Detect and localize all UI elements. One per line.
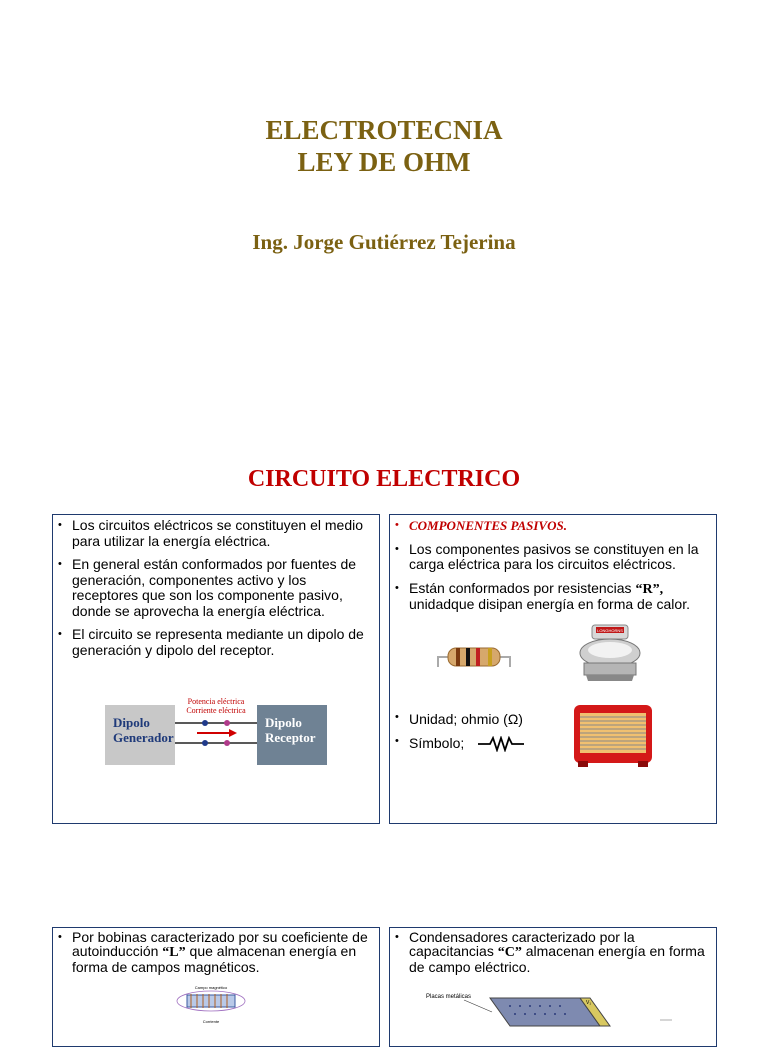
symbol-text: Símbolo; — [409, 735, 465, 751]
capacitor-symbol-text: “C” — [497, 945, 522, 960]
resistance-text: Están conformados por resistencias — [409, 579, 636, 596]
power-label: Potencia eléctrica — [187, 697, 245, 706]
receptor-dipole — [257, 705, 327, 765]
inductor-bullet-list — [53, 930, 375, 982]
inductor-text: Por bobinas caracterizado por su coeficiente de autoinducción — [72, 929, 368, 959]
list-item: • En general están conformados por fuentes de generación, componentes activo y los receptores que son los componente pasivo, donde se aprovecha la energía eléctrica. — [53, 557, 375, 619]
list-item — [390, 581, 712, 613]
resistance-text-post: unidadque disipan energía en forma de calor. — [409, 596, 690, 612]
capacitor-text: Condensadores caracterizado por la capacitancias — [409, 929, 635, 959]
title-line-2: LEY DE OHM — [297, 147, 471, 177]
author: Ing. Jorge Gutiérrez Tejerina — [252, 230, 516, 254]
bullet: • — [395, 711, 399, 723]
inductor-symbol-text: “L” — [162, 945, 186, 960]
resistance-symbol-text: “R”, — [635, 581, 664, 597]
capacitor-text-post: almacenan energía en forma de campo eléctrico. — [409, 943, 705, 975]
resistor-symbol-icon — [478, 736, 524, 752]
unit-text: Unidad; ohmio (Ω) — [409, 711, 523, 727]
list-item — [53, 930, 375, 974]
left-bullet-list — [53, 518, 375, 666]
inductor-panel — [52, 927, 380, 1047]
capacitor-diagram — [420, 990, 700, 1030]
capacitor-bullet-list — [390, 930, 712, 982]
current-label: Corriente eléctrica — [186, 706, 246, 715]
bullet: • — [395, 735, 399, 747]
capacitor-plates-label: Placas metálicas — [426, 994, 472, 1000]
coil-current-label: Corriente — [202, 1019, 220, 1024]
diagram-top-labels — [175, 697, 257, 715]
title-line-1: ELECTROTECNIA — [265, 115, 503, 145]
slide2-title: CIRCUITO ELECTRICO — [247, 466, 521, 492]
right-panel — [389, 514, 717, 824]
resistor-image — [436, 637, 512, 673]
list-item: • Los circuitos eléctricos se constituyen el medio para utilizar la energía eléctrica. — [53, 518, 375, 549]
list-item: • Los componentes pasivos se constituyen en la carga eléctrica para los circuitos eléctricos. — [390, 542, 712, 573]
left-panel — [52, 514, 380, 824]
coil-field-label: Campo magnético — [194, 985, 228, 990]
unit-line — [390, 711, 579, 727]
list-item: • El circuito se representa mediante un dipolo de generación y dipolo del receptor. — [53, 627, 375, 658]
dipole-connections — [175, 715, 257, 755]
heater-brand-text: LONGHORNS — [597, 628, 623, 633]
receptor-label-1: Dipolo — [265, 715, 302, 730]
list-item — [390, 930, 712, 974]
coil-diagram — [173, 983, 249, 1027]
space-heater-image — [572, 703, 654, 769]
heating-element-image — [576, 623, 644, 685]
receptor-label-2: Receptor — [265, 730, 316, 745]
right-bullet-list — [390, 518, 712, 621]
generator-label-1: Dipolo — [113, 715, 150, 730]
components-heading: • COMPONENTES PASIVOS. — [390, 518, 712, 534]
slide1-title — [0, 114, 768, 178]
generator-dipole — [105, 705, 175, 765]
capacitor-panel — [389, 927, 717, 1047]
generator-label-2: Generador — [113, 730, 174, 745]
inductor-text-post: que almacenan energía en forma de campos magnéticos. — [72, 943, 357, 975]
capacitor-v-label: V₁ — [586, 1000, 592, 1006]
